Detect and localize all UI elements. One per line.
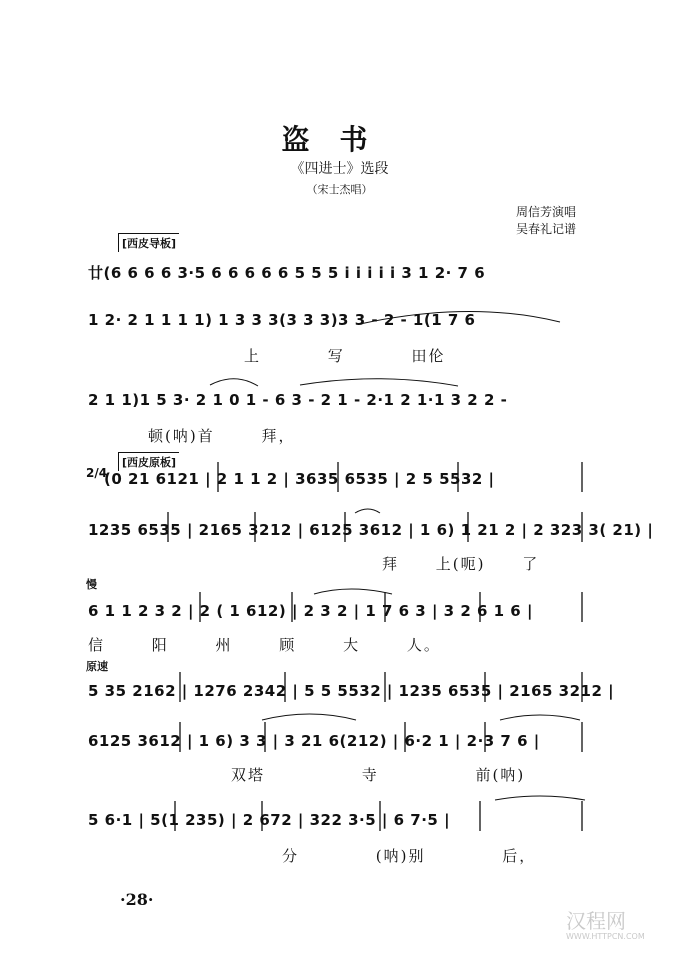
notation-line-3: 2 1 1)1 5 3· 2 1 0 1 - 6 3 - 2 1 - 2·1 2 1·1 3 2 2 -: [88, 391, 508, 409]
slur-line-8b: [500, 715, 580, 720]
tempo-original: 原速: [86, 660, 108, 673]
lyrics-line-6: 信 阳 州 顾 大 人。: [88, 636, 441, 654]
lyrics-line-2: 上 写 田伦: [244, 347, 446, 365]
slur-line-2: [360, 311, 560, 324]
lyrics-line-8: 双塔 寺 前(呐): [231, 766, 526, 784]
slur-line-9: [495, 796, 585, 800]
watermark-url: WWW.HTTPCN.COM: [566, 932, 645, 941]
subtitle: 《四进士》选段: [290, 161, 389, 177]
slur-line-5: [355, 509, 380, 513]
credit-transcriber: 吴春礼记谱: [516, 222, 577, 236]
slur-line-3a: [210, 379, 258, 386]
page-number: ·28·: [120, 890, 154, 909]
lyrics-line-9: 分 (呐)别 后，: [282, 847, 537, 865]
time-signature: 2/4: [86, 466, 108, 480]
slur-line-8a: [262, 714, 356, 720]
notation-line-1: 廿(6 6 6 6 3·5 6 6 6 6 6 5 5 5 i i i i i 3 1 2· 7 6: [88, 264, 486, 282]
singer-note: （宋士杰唱）: [306, 183, 373, 196]
section-label-daoban: [西皮导板]: [118, 233, 179, 252]
notation-line-2: 1 2· 2 1 1 1 1) 1 3 3 3(3 3 3)3 3 - 2 - 1(1 7 6: [88, 311, 476, 329]
notation-line-9: 5 6·1 | 5(1 235) | 2 672 | 322 3·5 | 6 7·5 |: [88, 811, 451, 829]
notation-line-4: (0 21 6121 | 2 1 1 2 | 3635 6535 | 2 5 5532 |: [104, 470, 495, 488]
lyrics-line-3: 顿(呐)首 拜，: [148, 427, 296, 445]
notation-line-5: 1235 6535 | 2165 3212 | 6125 3612 | 1 6) 1 21 2 | 2 323 3( 21) |: [88, 521, 654, 539]
credit-performer: 周信芳演唱: [516, 205, 577, 219]
notation-line-7: 5 35 2162 | 1276 2342 | 5 5 5532 | 1235 6535 | 2165 3212 |: [88, 682, 615, 700]
slur-line-6: [314, 589, 392, 594]
watermark-logo: 汉程网: [566, 909, 626, 933]
notation-line-6: 6 1 1 2 3 2 | 2 ( 1 612) | 2 3 2 | 1 7 6 3 | 3 2 6 1 6 |: [88, 602, 533, 620]
lyrics-line-5: 拜 上(呃) 了: [382, 555, 540, 573]
section-label-yuanban: [西皮原板]: [118, 452, 179, 471]
slur-line-3b: [300, 379, 458, 386]
page-title: 盗书: [281, 123, 398, 156]
tempo-slow: 慢: [86, 578, 97, 591]
notation-line-8: 6125 3612 | 1 6) 3 3 | 3 21 6(212) | 6·2 1 | 2·3 7 6 |: [88, 732, 540, 750]
